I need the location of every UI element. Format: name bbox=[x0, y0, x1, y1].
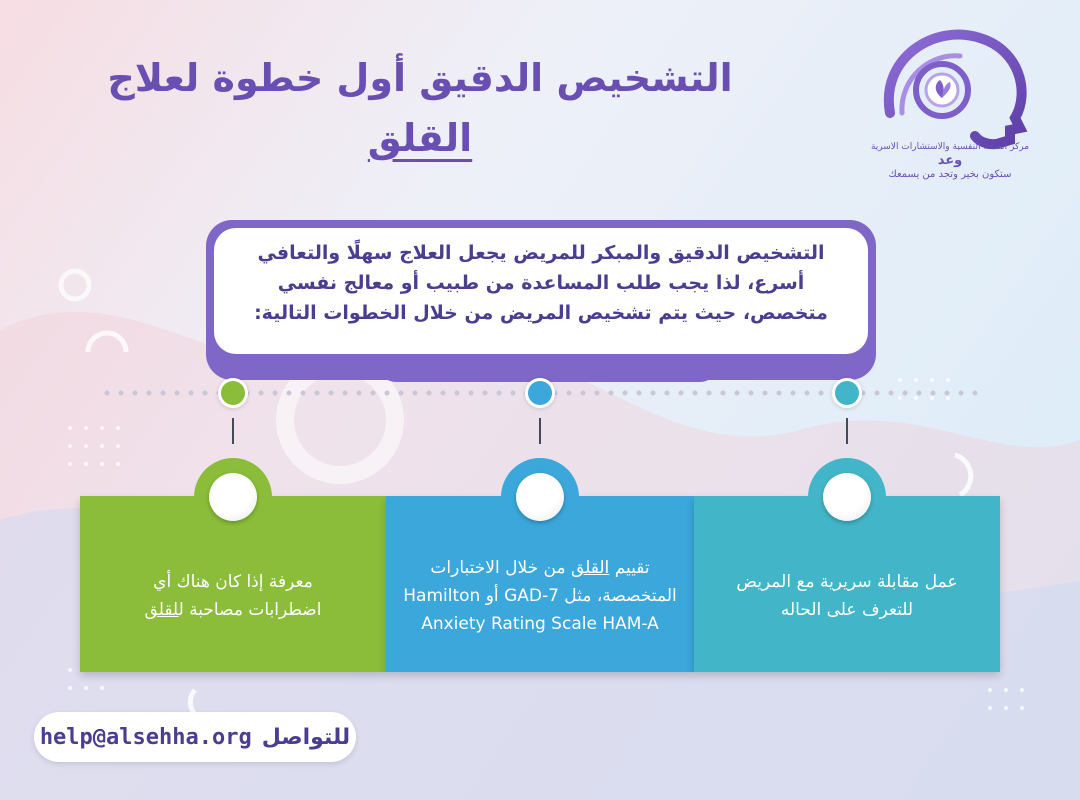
step-text-1 bbox=[710, 536, 984, 656]
timeline-stem-2 bbox=[539, 418, 541, 444]
step-text-2 bbox=[402, 536, 678, 656]
page-title bbox=[90, 48, 750, 168]
step-3-text: معرفة إذا كان هناك أي اضطرابات مصاحبة ل bbox=[153, 572, 322, 620]
contact-email[interactable]: help@alsehha.org bbox=[39, 724, 252, 750]
title-line-1: التشخيص الدقيق أول خطوة لعلاج bbox=[107, 56, 733, 100]
logo-caption bbox=[850, 140, 1050, 182]
step-marker-3 bbox=[209, 473, 257, 521]
step-text-3 bbox=[130, 536, 336, 656]
contact-pill bbox=[34, 712, 356, 762]
timeline-stem-1 bbox=[846, 418, 848, 444]
title-line-2: القلق bbox=[367, 116, 473, 160]
timeline-node-1 bbox=[832, 378, 862, 408]
timeline-node-3 bbox=[218, 378, 248, 408]
timeline-node-2 bbox=[525, 378, 555, 408]
step-2-rest: من خلال الاختبارات المتخصصة، مثل GAD-7 أو Hamilton Anxiety Rating Scale HAM-A bbox=[403, 558, 677, 634]
step-marker-2 bbox=[516, 473, 564, 521]
timeline-stem-3 bbox=[232, 418, 234, 444]
contact-label: للتواصل bbox=[261, 724, 351, 750]
logo-slogan: ستكون بخير وتجد من يسمعك bbox=[888, 169, 1012, 180]
step-marker-1 bbox=[823, 473, 871, 521]
step-2-highlight: القلق bbox=[570, 558, 610, 578]
step-2-prefix: تقييم bbox=[614, 558, 650, 578]
step-1-line-1: عمل مقابلة سريرية مع المريض bbox=[736, 572, 958, 592]
logo-org-name: مركز الصحة النفسية والاستشارات الاسرية bbox=[870, 142, 1030, 152]
intro-box: التشخيص الدقيق والمبكر للمريض يجعل العلاج سهلًا والتعافي أسرع، لذا يجب طلب المساعدة من طبيب أو معالج نفسي متخصص، حيث يتم تشخيص المريض من خلال الخطوات التالية: bbox=[214, 228, 868, 354]
intro-tab bbox=[378, 350, 718, 382]
logo-brand: وعد bbox=[937, 153, 963, 168]
step-3-highlight: لقلق bbox=[144, 600, 179, 620]
step-1-line-2: للتعرف على الحاله bbox=[780, 600, 914, 620]
